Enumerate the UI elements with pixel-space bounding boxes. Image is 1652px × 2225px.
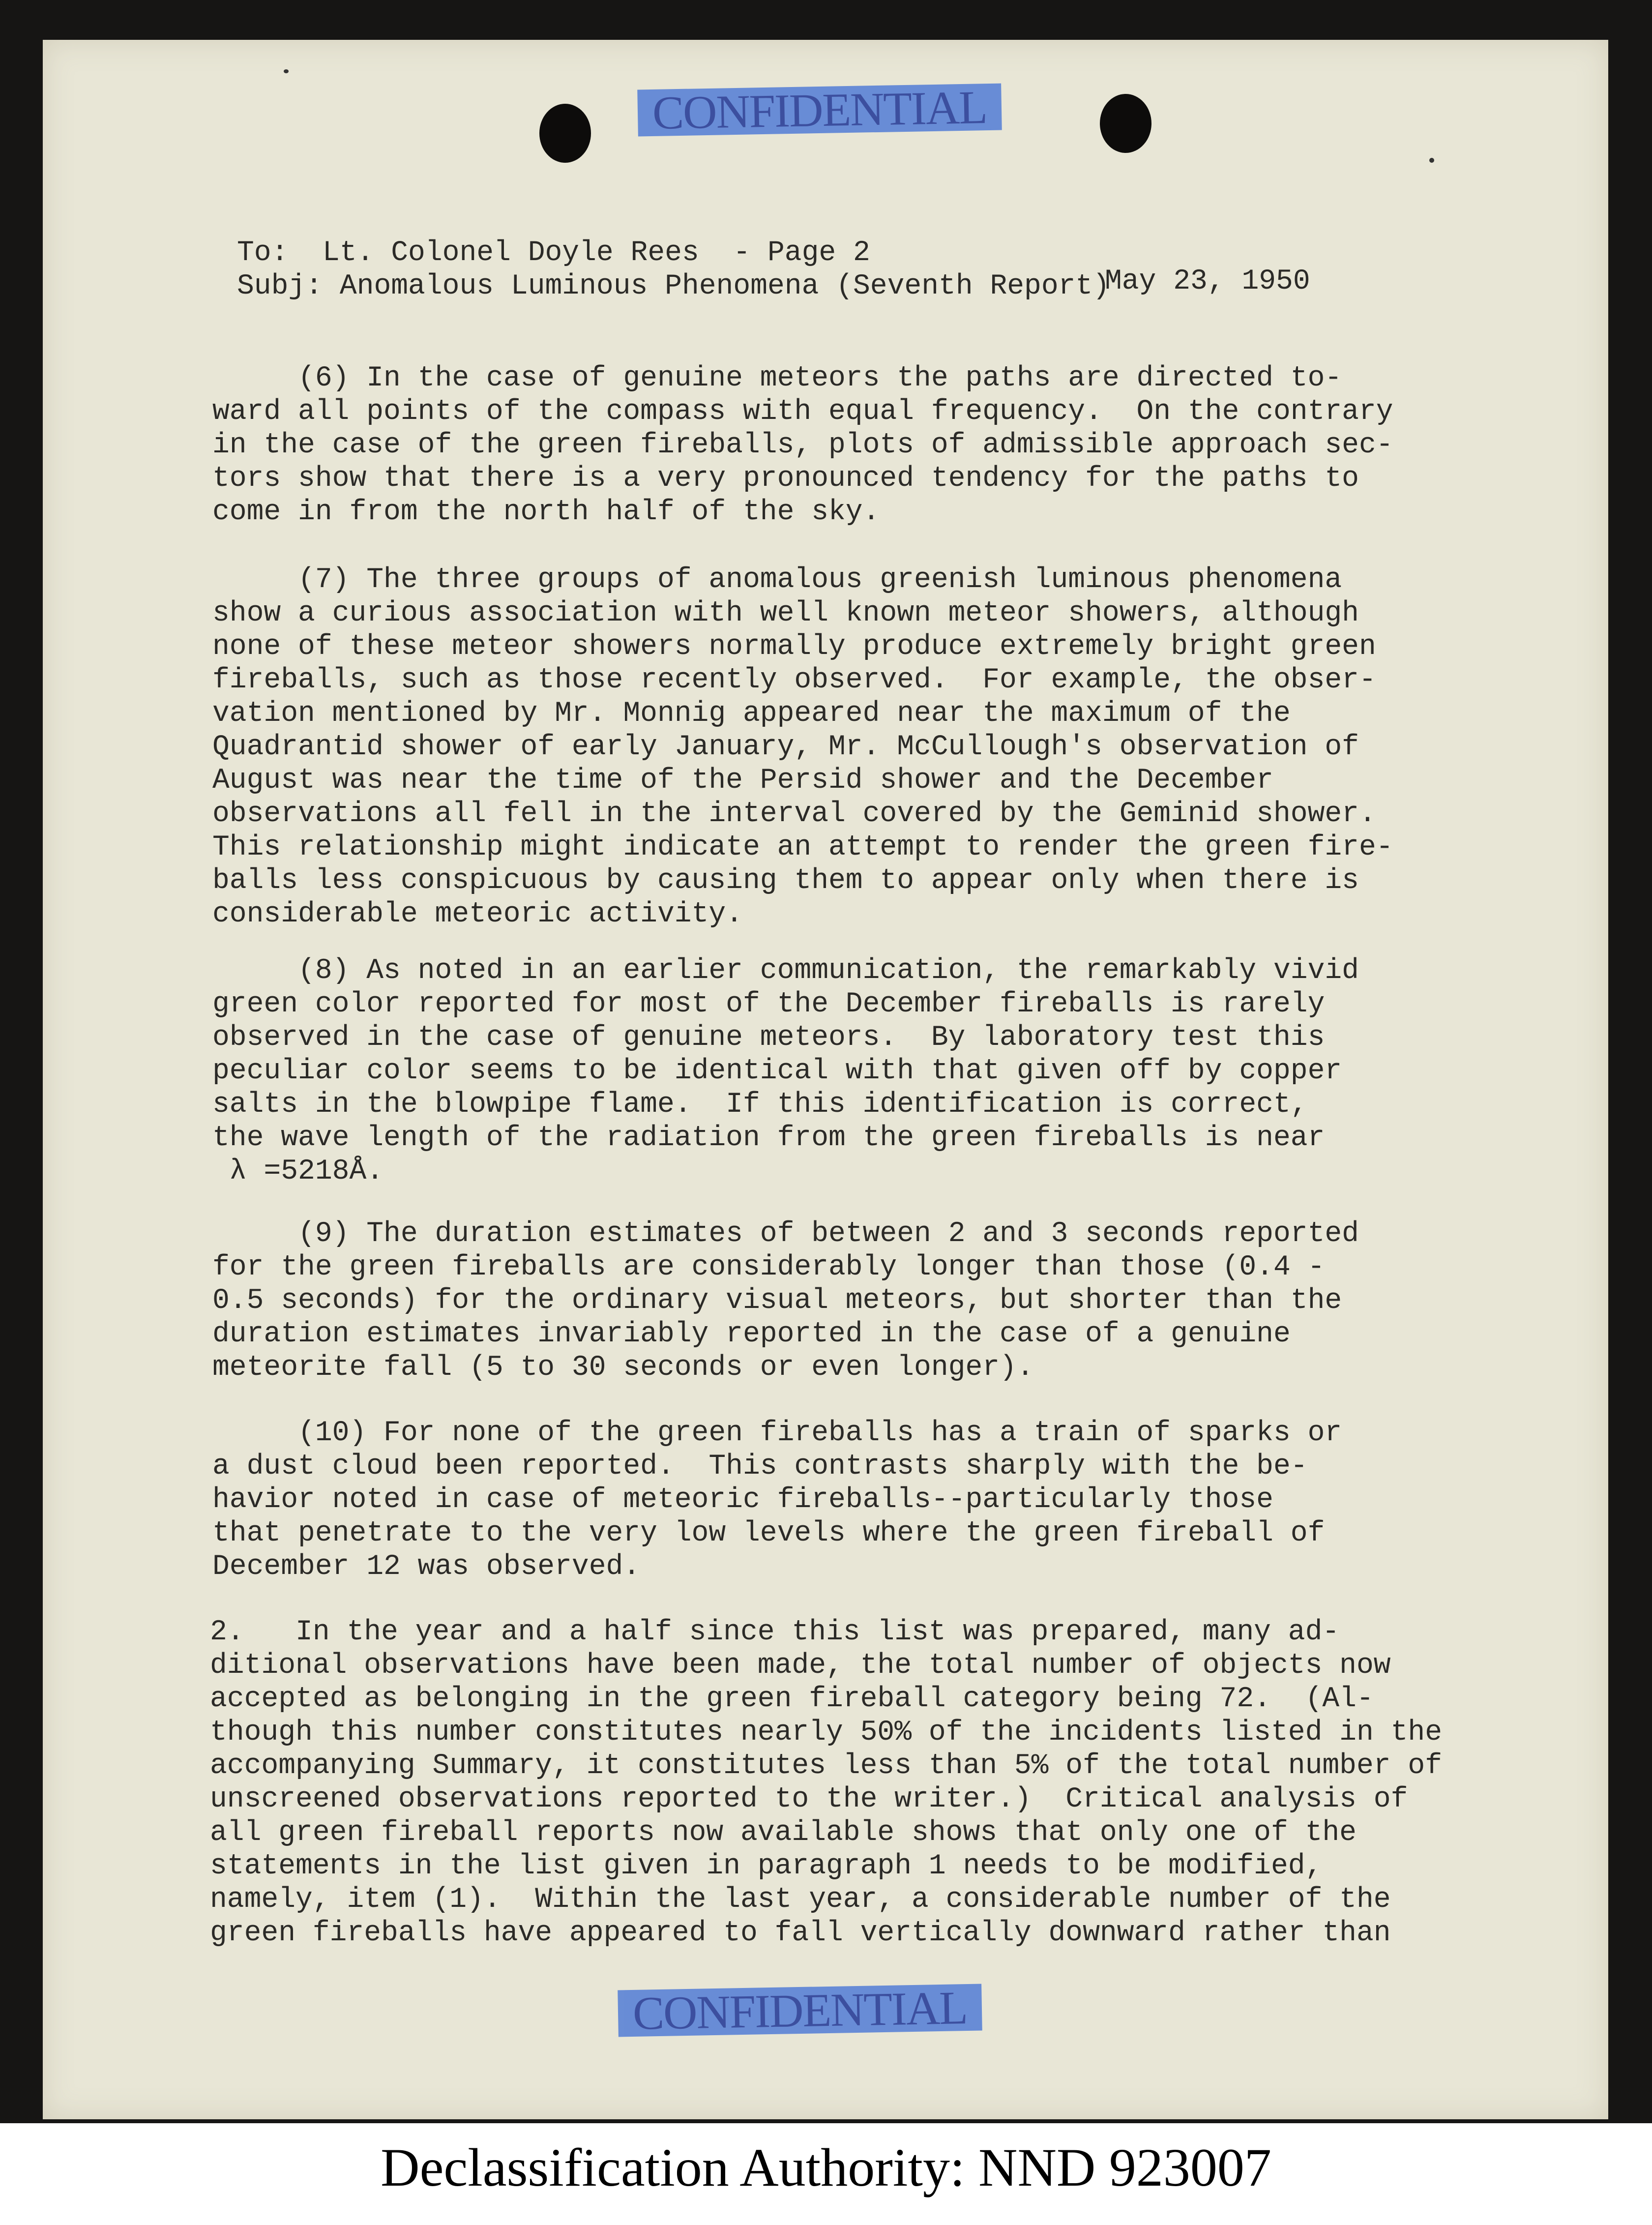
text-line: all green fireball reports now available shows that only one of the xyxy=(210,1817,1357,1849)
text-line: ward all points of the compass with equal frequency. On the contrary xyxy=(212,396,1393,428)
text-line: namely, item (1). Within the last year, a considerable number of the xyxy=(210,1884,1391,1916)
confidential-stamp-top: CONFIDENTIAL xyxy=(637,84,1002,137)
document-page xyxy=(43,40,1608,2119)
text-line: vation mentioned by Mr. Monnig appeared near the maximum of the xyxy=(212,698,1291,730)
text-line: August was near the time of the Persid shower and the December xyxy=(212,765,1273,797)
text-line: fireballs, such as those recently observed. For example, the obser- xyxy=(212,664,1376,696)
text-line: tors show that there is a very pronounced tendency for the paths to xyxy=(212,463,1359,495)
text-line: green fireballs have appeared to fall vertically downward rather than xyxy=(210,1917,1391,1949)
paragraph-2 xyxy=(210,1616,1442,1950)
text-line: accepted as belonging in the green fireball category being 72. (Al- xyxy=(210,1683,1374,1715)
text-line: observed in the case of genuine meteors. By laboratory test this xyxy=(212,1022,1325,1054)
text-line: for the green fireballs are considerably longer than those (0.4 - xyxy=(212,1251,1325,1283)
paragraph-10 xyxy=(212,1417,1342,1584)
text-line: statements in the list given in paragraph 1 needs to be modified, xyxy=(210,1850,1323,1882)
to-line: To: Lt. Colonel Doyle Rees - Page 2 xyxy=(237,237,870,269)
text-line: the wave length of the radiation from the green fireballs is near xyxy=(212,1122,1325,1154)
paragraph-9 xyxy=(212,1217,1359,1385)
paragraph-8 xyxy=(212,954,1359,1188)
text-line: duration estimates invariably reported in the case of a genuine xyxy=(212,1318,1291,1350)
text-line: This relationship might indicate an attempt to render the green fire- xyxy=(212,831,1393,863)
text-line: that penetrate to the very low levels where the green fireball of xyxy=(212,1517,1325,1549)
speck xyxy=(1429,158,1434,163)
text-line: a dust cloud been reported. This contrasts sharply with the be- xyxy=(212,1451,1308,1483)
date: May 23, 1950 xyxy=(1105,266,1310,297)
punch-hole-left xyxy=(539,104,591,163)
declassification-caption: Declassification Authority: NND 923007 xyxy=(381,2137,1271,2197)
text-line: (7) The three groups of anomalous greenish luminous phenomena xyxy=(212,564,1342,596)
text-line: 0.5 seconds) for the ordinary visual meteors, but shorter than the xyxy=(212,1285,1342,1317)
text-line: accompanying Summary, it constitutes less than 5% of the total number of xyxy=(210,1750,1443,1782)
text-line: show a curious association with well known meteor showers, although xyxy=(212,597,1359,629)
paragraph-6 xyxy=(212,362,1393,529)
text-line: havior noted in case of meteoric fireballs--particularly those xyxy=(212,1484,1273,1516)
text-line: unscreened observations reported to the writer.) Critical analysis of xyxy=(210,1783,1408,1815)
text-line: green color reported for most of the December fireballs is rarely xyxy=(212,988,1325,1020)
text-line: balls less conspicuous by causing them to appear only when there is xyxy=(212,865,1359,897)
text-line: meteorite fall (5 to 30 seconds or even longer). xyxy=(212,1352,1034,1384)
text-line: (6) In the case of genuine meteors the paths are directed to- xyxy=(212,362,1342,394)
confidential-stamp-bottom: CONFIDENTIAL xyxy=(618,1984,982,2037)
punch-hole-right xyxy=(1100,94,1151,153)
text-line: (8) As noted in an earlier communication, the remarkably vivid xyxy=(212,955,1359,987)
text-line: observations all fell in the interval covered by the Geminid shower. xyxy=(212,798,1376,830)
text-line: come in from the north half of the sky. xyxy=(212,496,880,528)
text-line: Quadrantid shower of early January, Mr. McCullough's observation of xyxy=(212,731,1359,763)
text-line: in the case of the green fireballs, plots of admissible approach sec- xyxy=(212,429,1393,461)
subject-line: Subj: Anomalous Luminous Phenomena (Seventh Report) xyxy=(237,270,1110,302)
text-line: considerable meteoric activity. xyxy=(212,898,743,930)
text-line: λ =5218Å. xyxy=(212,1156,384,1187)
text-line: peculiar color seems to be identical with that given off by copper xyxy=(212,1055,1342,1087)
text-line: (10) For none of the green fireballs has a train of sparks or xyxy=(212,1417,1342,1449)
text-line: though this number constitutes nearly 50% of the incidents listed in the xyxy=(210,1717,1443,1749)
text-line: none of these meteor showers normally produce extremely bright green xyxy=(212,631,1376,663)
paragraph-7 xyxy=(212,564,1393,931)
text-line: ditional observations have been made, the total number of objects now xyxy=(210,1650,1391,1682)
text-line: (9) The duration estimates of between 2 and 3 seconds reported xyxy=(212,1218,1359,1250)
text-line: 2. In the year and a half since this list was prepared, many ad- xyxy=(210,1616,1340,1648)
text-line: salts in the blowpipe flame. If this identification is correct, xyxy=(212,1089,1308,1121)
text-line: December 12 was observed. xyxy=(212,1551,641,1583)
speck xyxy=(284,69,289,73)
